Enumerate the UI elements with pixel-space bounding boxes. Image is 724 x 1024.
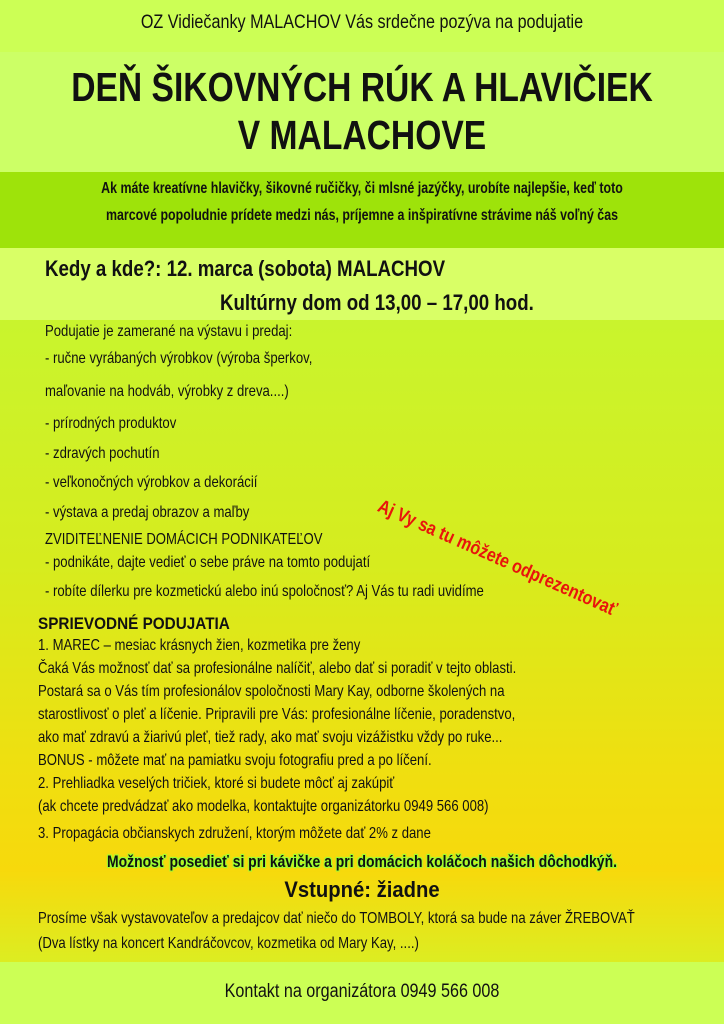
- event-line: Čaká Vás možnosť dať sa profesionálne nalíčiť, alebo dať si poradiť v tejto oblasti.: [38, 660, 517, 677]
- highlight-line: Možnosť posedieť si pri kávičke a pri domácich koláčoch našich dôchodkýň.: [107, 852, 617, 871]
- focus-lead: Podujatie je zamerané na výstavu i predaj:: [45, 323, 293, 340]
- entry-fee: Vstupné: žiadne: [284, 877, 440, 902]
- event-line: ako mať zdravú a žiarivú pleť, tiež rady, ako mať svoju vizážistku vždy po ruke...: [38, 729, 503, 746]
- event-line: Postará sa o Vás tím profesionálov spoločnosti Mary Kay, odborne školených na: [38, 683, 505, 700]
- event-line: 3. Propagácia občianskych združení, ktorým môžete dať 2% z dane: [38, 825, 431, 842]
- focus-item: - zdravých pochutín: [45, 445, 160, 462]
- focus-item: maľovanie na hodváb, výrobky z dreva....): [45, 383, 289, 400]
- contact-line: Kontakt na organizátora 0949 566 008: [224, 981, 500, 1002]
- event-line: 1. MAREC – mesiac krásnych žien, kozmetika pre ženy: [38, 637, 361, 654]
- visibility-item: - podnikáte, dajte vedieť o sebe práve na tomto podujatí: [45, 554, 371, 571]
- event-title-line2: V MALACHOVE: [237, 112, 487, 158]
- venue-time-line: Kultúrny dom od 13,00 – 17,00 hod.: [220, 290, 534, 315]
- event-line: BONUS - môžete mať na pamiatku svoju fotografiu pred a po líčení.: [38, 752, 432, 769]
- intro-line2: marcové popoludnie prídete medzi nás, príjemne a inšpiratívne strávime náš voľný čas: [106, 207, 618, 224]
- tombola-line2: (Dva lístky na koncert Kandráčovcov, kozmetika od Mary Kay, ....): [38, 935, 419, 952]
- invite-line: OZ Vidiečanky MALACHOV Vás srdečne pozýva na podujatie: [140, 12, 584, 33]
- event-line: 2. Prehliadka veselých tričiek, ktoré si budete môcť aj zakúpiť: [38, 775, 395, 792]
- focus-item: - výstava a predaj obrazov a maľby: [45, 504, 250, 521]
- when-where-line: Kedy a kde?: 12. marca (sobota) MALACHOV: [45, 256, 446, 281]
- event-line: (ak chcete predvádzať ako modelka, kontaktujte organizátorku 0949 566 008): [38, 798, 489, 815]
- event-line: starostlivosť o pleť a líčenie. Pripravili pre Vás: profesionálne líčenie, poradenstvo,: [38, 706, 516, 723]
- visibility-heading: ZVIDITEĽNENIE DOMÁCICH PODNIKATEĽOV: [45, 531, 323, 548]
- visibility-item: - robíte dílerku pre kozmetickú alebo inú spoločnosť? Aj Vás tu radi uvidíme: [45, 583, 484, 600]
- event-title-line1: DEŇ ŠIKOVNÝCH RÚK A HLAVIČIEK: [71, 64, 653, 110]
- focus-item: - prírodných produktov: [45, 415, 177, 432]
- focus-item: - veľkonočných výrobkov a dekorácií: [45, 474, 258, 491]
- tombola-line1: Prosíme však vystavovateľov a predajcov dať niečo do TOMBOLY, ktorá sa bude na záver ŽREBOVAŤ: [38, 910, 635, 927]
- intro-line1: Ak máte kreatívne hlavičky, šikovné ručičky, či mlsné jazýčky, urobíte najlepšie, keď toto: [101, 180, 623, 197]
- events-heading: SPRIEVODNÉ PODUJATIA: [38, 614, 230, 633]
- focus-item: - ručne vyrábaných výrobkov (výroba šperkov,: [45, 350, 313, 367]
- slanted-callout: Aj Vy sa tu môžete odprezentovať: [374, 496, 620, 621]
